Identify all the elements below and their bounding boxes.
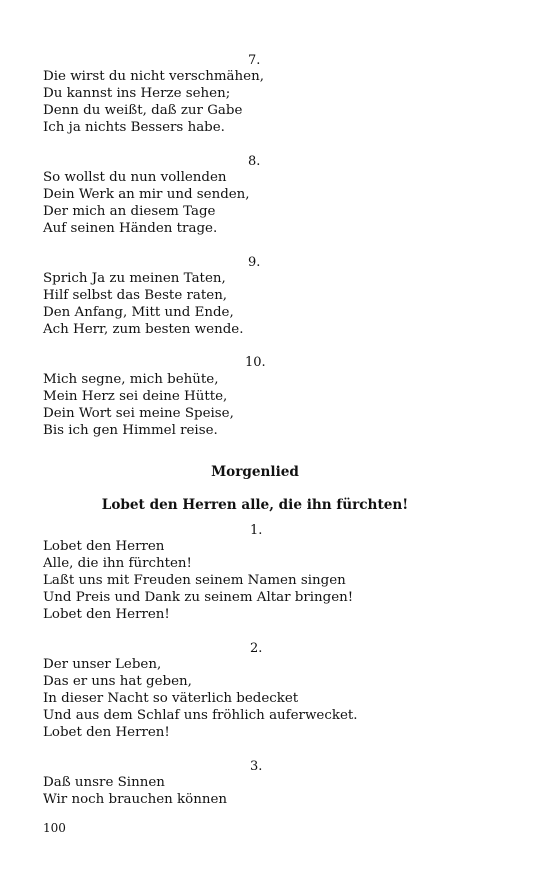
- verse-line: Dein Werk an mir und senden,: [43, 187, 250, 202]
- stanza-number: 3.: [250, 759, 263, 774]
- verse-line: Bis ich gen Himmel reise.: [43, 423, 218, 438]
- page-number: 100: [43, 821, 66, 835]
- stanza: [43, 656, 473, 741]
- verse-line: Wir noch brauchen können: [43, 792, 228, 807]
- verse-line: In dieser Nacht so väterlich bedecket: [43, 691, 299, 706]
- verse-line: Laßt uns mit Freuden seinem Namen singen: [43, 573, 346, 588]
- verse-line: Auf seinen Händen trage.: [43, 221, 218, 236]
- verse-line: Mich segne, mich behüte,: [43, 372, 219, 387]
- verse-line: Dein Wort sei meine Speise,: [43, 406, 234, 421]
- stanza-number: 1.: [250, 523, 263, 538]
- verse-line: Lobet den Herren!: [43, 725, 170, 740]
- verse-line: Lobet den Herren: [43, 539, 165, 554]
- stanza: [43, 270, 473, 338]
- stanza: [43, 371, 473, 439]
- stanza: [43, 538, 473, 623]
- verse-line: Die wirst du nicht verschmähen,: [43, 69, 264, 84]
- section-title: Morgenlied: [211, 464, 299, 480]
- verse-line: Lobet den Herren!: [43, 607, 170, 622]
- verse-line: Alle, die ihn fürchten!: [43, 556, 192, 571]
- verse-line: Denn du weißt, daß zur Gabe: [43, 103, 243, 118]
- verse-line: Und Preis und Dank zu seinem Altar bringen!: [43, 590, 354, 605]
- stanza-number: 9.: [248, 255, 261, 270]
- stanza-number: 10.: [245, 355, 266, 370]
- verse-line: Ach Herr, zum besten wende.: [43, 322, 244, 337]
- stanza-number: 2.: [250, 641, 263, 656]
- stanza-number: 7.: [248, 53, 261, 68]
- stanza: [43, 774, 473, 808]
- verse-line: Und aus dem Schlaf uns fröhlich auferwecket.: [43, 708, 358, 723]
- stanza: [43, 169, 473, 237]
- verse-line: Hilf selbst das Beste raten,: [43, 288, 228, 303]
- verse-line: Das er uns hat geben,: [43, 674, 192, 689]
- verse-line: Der unser Leben,: [43, 657, 162, 672]
- verse-line: Der mich an diesem Tage: [43, 204, 216, 219]
- verse-line: So wollst du nun vollenden: [43, 170, 227, 185]
- verse-line: Sprich Ja zu meinen Taten,: [43, 271, 226, 286]
- verse-line: Ich ja nichts Bessers habe.: [43, 120, 225, 135]
- verse-line: Daß unsre Sinnen: [43, 775, 165, 790]
- stanza: [43, 68, 473, 136]
- verse-line: Den Anfang, Mitt und Ende,: [43, 305, 234, 320]
- verse-line: Mein Herz sei deine Hütte,: [43, 389, 228, 404]
- stanza-number: 8.: [248, 154, 261, 169]
- hymn-title: Lobet den Herren alle, die ihn fürchten!: [101, 497, 409, 513]
- verse-line: Du kannst ins Herze sehen;: [43, 86, 231, 101]
